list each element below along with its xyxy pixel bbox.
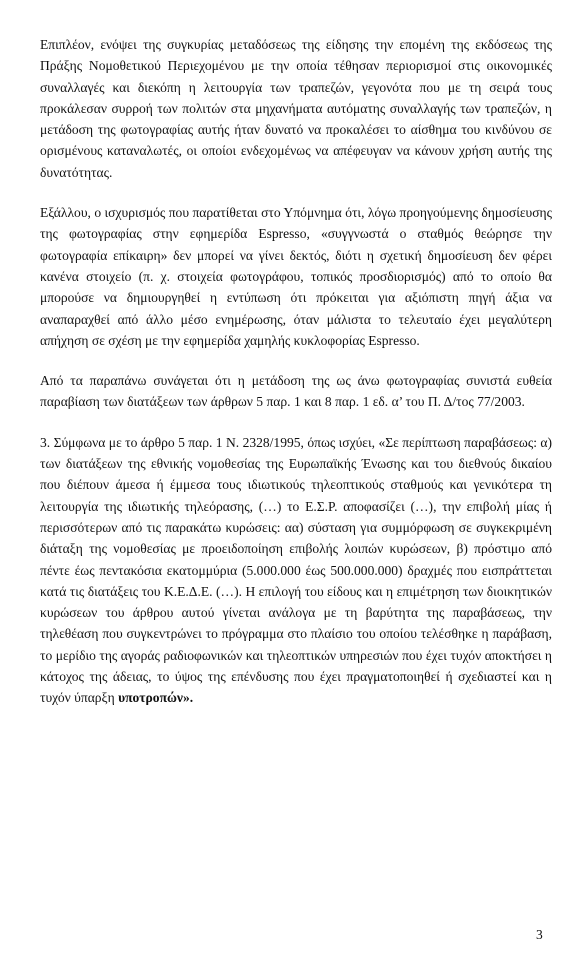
page-number: 3: [536, 927, 543, 942]
paragraph-4-bold-text: υποτροπών».: [118, 690, 194, 706]
paragraph-1: Επιπλέον, ενόψει της συγκυρίας μεταδόσεως της είδησης την επομένη της εκδόσεως της Πράξης Νομοθετικού Περιεχομένου με την οποία τέθησαν περιορισμοί στις οικονομικές συναλλαγές και διεκόπη η λειτουργία των τραπεζών, γεγονότα που με τη σειρά τους προκάλεσαν συρροή των πολιτών στα μηχανήματα αυτόματης συναλλαγής των τραπεζών, η μετάδοση της φωτογραφίας αυτής ήταν δυνατό να προκαλέσει το αίσθημα του κινδύνου σε ορισμένους καταναλωτές, οι οποίοι ενδεχομένως να απέφευγαν να κάνουν χρήση αυτής της δυνατότητας.: [40, 37, 552, 180]
paragraph-3: Από τα παραπάνω συνάγεται ότι η μετάδοση της ως άνω φωτογραφίας συνιστά ευθεία παραβίαση των διατάξεων των άρθρων 5 παρ. 1 και 8 παρ. 1 εδ. α’ του Π. Δ/τος 77/2003.: [40, 373, 552, 410]
paragraph-2: Εξάλλου, ο ισχυρισμός που παρατίθεται στο Υπόμνημα ότι, λόγω προηγούμενης δημοσίευσης της φωτογραφίας στην εφημερίδα Espresso, «συγγνωστά ο σταθμός θεώρησε την φωτογραφία επίκαιρη» δεν μπορεί να γίνει δεκτός, διότι η σχετική δημοσίευση δεν φέρει κανένα στοιχείο (π. χ. στοιχεία φωτογράφου, τοπικός προσδιορισμός) από το οποίο θα μπορούσε να δημιουργηθεί η εντύπωση ότι πρόκειται για αξιόπιστη πηγή άξια να αναπαραχθεί από άλλο μέσο ενημέρωσης, όταν μάλιστα το τελευταίο έχει μεγαλύτερη απήχηση σε σχέση με την εφημερίδα χαμηλής κυκλοφορίας Espresso.: [40, 205, 552, 348]
paragraph-4: [40, 432, 552, 709]
paragraph-4-text: 3. Σύμφωνα με το άρθρο 5 παρ. 1 Ν. 2328/1995, όπως ισχύει, «Σε περίπτωση παραβάσεως: α) των διατάξεων της εθνικής νομοθεσίας της Ευρωπαϊκής Ένωσης και του διεθνούς δικαίου που διέπουν άμεσα ή έμμεσα τους ιδιωτικούς τηλεοπτικούς σταθμούς και γενικότερα τη λειτουργία της ιδιωτικής τηλεόρασης, (…) το Ε.Σ.Ρ. αποφασίζει (…), την επιβολή μίας ή περισσότερων από τις παρακάτω κυρώσεις: αα) σύσταση για συμμόρφωση σε συγκεκριμένη διάταξη της νομοθεσίας με προειδοποίηση επιβολής λοιπών κυρώσεων, β) πρόστιμο από πέντε έως πεντακόσια εκατομμύρια (5.000.000 έως 500.000.000) δραχμές που εισπράττεται κατά τις διατάξεις του Κ.Ε.Δ.Ε. (…). Η επιλογή του είδους και η επιμέτρηση των διοικητικών κυρώσεων του άρθρου αυτού γίνεται ανάλογα με τη βαρύτητα της παραβάσεως, την τηλεθέαση που συγκεντρώνει το πρόγραμμα στο πλαίσιο του οποίου τελέσθηκε η παράβαση, το μερίδιο της αγοράς ραδιοφωνικών και τηλεοπτικών υπηρεσιών που έχει τυχόν αποκτήσει η κάτοχος της άδειας, το ύψος της επένδυσης που έχει πραγματοποιηθεί ή σχεδιαστεί και η τυχόν ύπαρξη: [40, 434, 552, 706]
document-page: [40, 34, 552, 709]
